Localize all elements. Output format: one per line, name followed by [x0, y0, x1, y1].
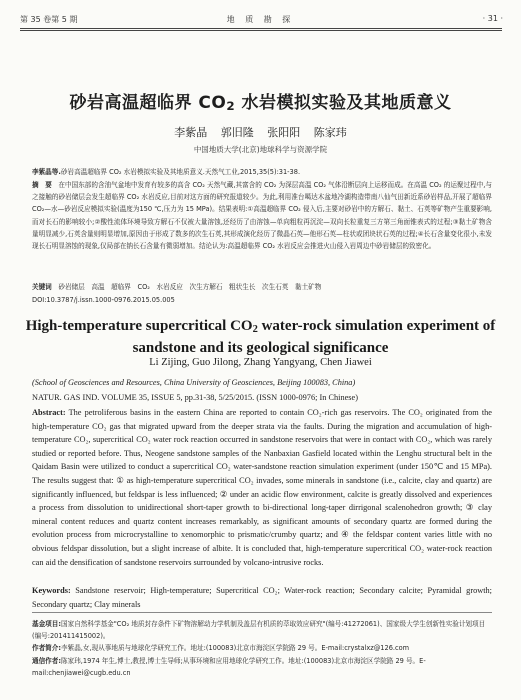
cn-affiliation: 中国地质大学(北京)地球科学与资源学院	[193, 145, 328, 154]
en-citation: NATUR. GAS IND. VOLUME 35, ISSUE 5, pp.31-38, 5/25/2015. (ISSN 1000-0976; In Chinese)	[32, 393, 358, 402]
cn-title: 砂岩高温超临界 $CO_2$ 水岩模拟实验及其地质意义	[69, 93, 452, 113]
en-authors: Li Zijing, Guo Jilong, Zhang Yangyang, Chen Jiawei	[149, 357, 372, 368]
cn-authors: 李紫晶 郭旧隆 张阳阳 陈家玮	[174, 126, 347, 139]
en-title: High-temperature supercritical $CO_2$ water-rock simulation experiment of sandstone and its geological significance	[25, 318, 496, 356]
footnote-correspondence: 通信作者:陈家玮,1974 年生,博士,教授,博士生导师;从事环境和应用地球化学研究工作。地址:(100083)北京市海淀区学院路 29 号。E-mail:chenjiawei@cugb.edu.cn	[32, 656, 426, 677]
footnote-author: 作者简介:李紫晶,女,现从事地质与地球化学研究工作。地址:(100083)北京市海淀区学院路 29 号。E-mail:crystalxz@126.com	[32, 644, 410, 653]
en-abstract: Abstract: The petroliferous basins in the eastern China are reported to contain CO₂-rich gas reservoirs. The CO₂ originated from the high-temperature CO₂ gas that migrated upward from the deeper strata via the faults. During the migration and accumulation of high-temperature CO₂, supercritical CO₂ water rock reaction occurred in sandstone reservoirs that were in contact with CO₂, which was rarely studied or reported before. Thus, Neogene sandstone samples of the Nanbaxian Gasfield located within the Lenghu structural belt in the Qaidam Basin were utilized to conduct a supercritical CO₂ water-sandstone reaction simulation experiment (under 150℃ and 15 MPa). The results suggest that: ① as high-temperature supercritical CO₂ invades, some minerals in sandstone (i.e., calcite, clay and quartz) are significantly influenced, but feldspar is less influenced; ② under an acidic flow environment, calcite is greatly dissolved and experiences a process from dissolution to unidirectional short-taper growth to bi-directional long-taper dirrigonal scalenohedron growth; ③ clay mineral content reduces and quartz content increases remarkably, as significant amounts of secondary quartz are formed during the evolution process from microcrystalline to xenomorphic to prismatic/crumby quartz; and ④ the feldspar content varies little with no obvious feldspar dissolution, but a slight increase of albite. It is concluded that, high-temperature supercritical CO₂ water-rock reaction can aid the densification of sandstone reservoirs surrounded by volcano-intrusive rocks.	[32, 408, 492, 567]
cn-citation: 李紫晶等.砂岩高温超临界 CO₂ 水岩模拟实验及其地质意义.天然气工业,2015,35(5):31-38.	[32, 168, 301, 176]
running-header: 地 质 勘 探	[226, 15, 295, 24]
doi: DOI:10.3787/j.issn.1000-0976.2015.05.005	[32, 296, 175, 304]
footnote-funding: 基金项目:国家自然科学基金"CO₂ 地质封存条件下矿物溶解动力学机制及盖层有机质的萃取效应研究"(编号:41272061)、国家级大学生创新性实验计划项目(编号:201411415002)。	[32, 620, 486, 641]
en-keywords: Keywords: Sandstone reservoir; High-temperature; Supercritical CO₂; Water-rock reaction; Secondary calcite; Pyramidal growth; Secondary quartz; Clay minerals	[32, 586, 492, 609]
footnotes	[32, 618, 492, 679]
header-rule	[20, 28, 502, 29]
cn-abstract: 摘 要 在中国东部的含油气盆地中发育有较多的高含 CO₂ 天然气藏,其富含的 CO₂ 为深层高温 CO₂ 气体沿断层向上运移而成。在高温 CO₂ 的运聚过程中,与之接触的砂岩储层会发生超临界 CO₂ 水岩反应,目前对这方面的研究报道较少。为此,利用准台噶达木盆地冷湖构造带南八仙气田新近系砂岩样品,开展了超临界 CO₂—水—砂岩反应模拟实验(温度为150 ℃,压力为 15 MPa)。结果表明:①高温超临界 CO₂ 侵入后,主要对砂岩中的方解石、黏土、石英等矿物产生重要影响,而对长石的影响较小;②酸性流体环境导致方解石不仅被大量溶蚀,还经历了由溶蚀—单向粗粒再沉淀—双向长粒重复三方第三角面锥表式的过程;③黏土矿物含量明显减少,石英含量则明显增加,原因由于形成了数多的次生石英,其形成演化经历了微晶石英—他形石英—柱状或团块状石英的过程;④长石含量变化很小,未发现长石明显溶蚀的现象,仅局部在钠长石含量有微弱增加。结论认为:高温超临界 CO₂ 水岩反应会推进火山侵入岩周边中砂岩储层的致密化。	[32, 181, 493, 251]
page-number: · 31 ·	[482, 14, 503, 23]
cn-keywords: 关键词 砂岩储层 高温 超临界 CO₂ 水岩反应 次生方解石 粗状生长 次生石英 黏土矿物	[32, 283, 322, 291]
footnote-rule	[32, 612, 492, 613]
journal-issue: 第 35 卷第 5 期	[20, 15, 78, 24]
en-affiliation: (School of Geosciences and Resources, China University of Geosciences, Beijing 100083, China)	[32, 378, 356, 387]
header-rule-thin	[20, 30, 502, 31]
